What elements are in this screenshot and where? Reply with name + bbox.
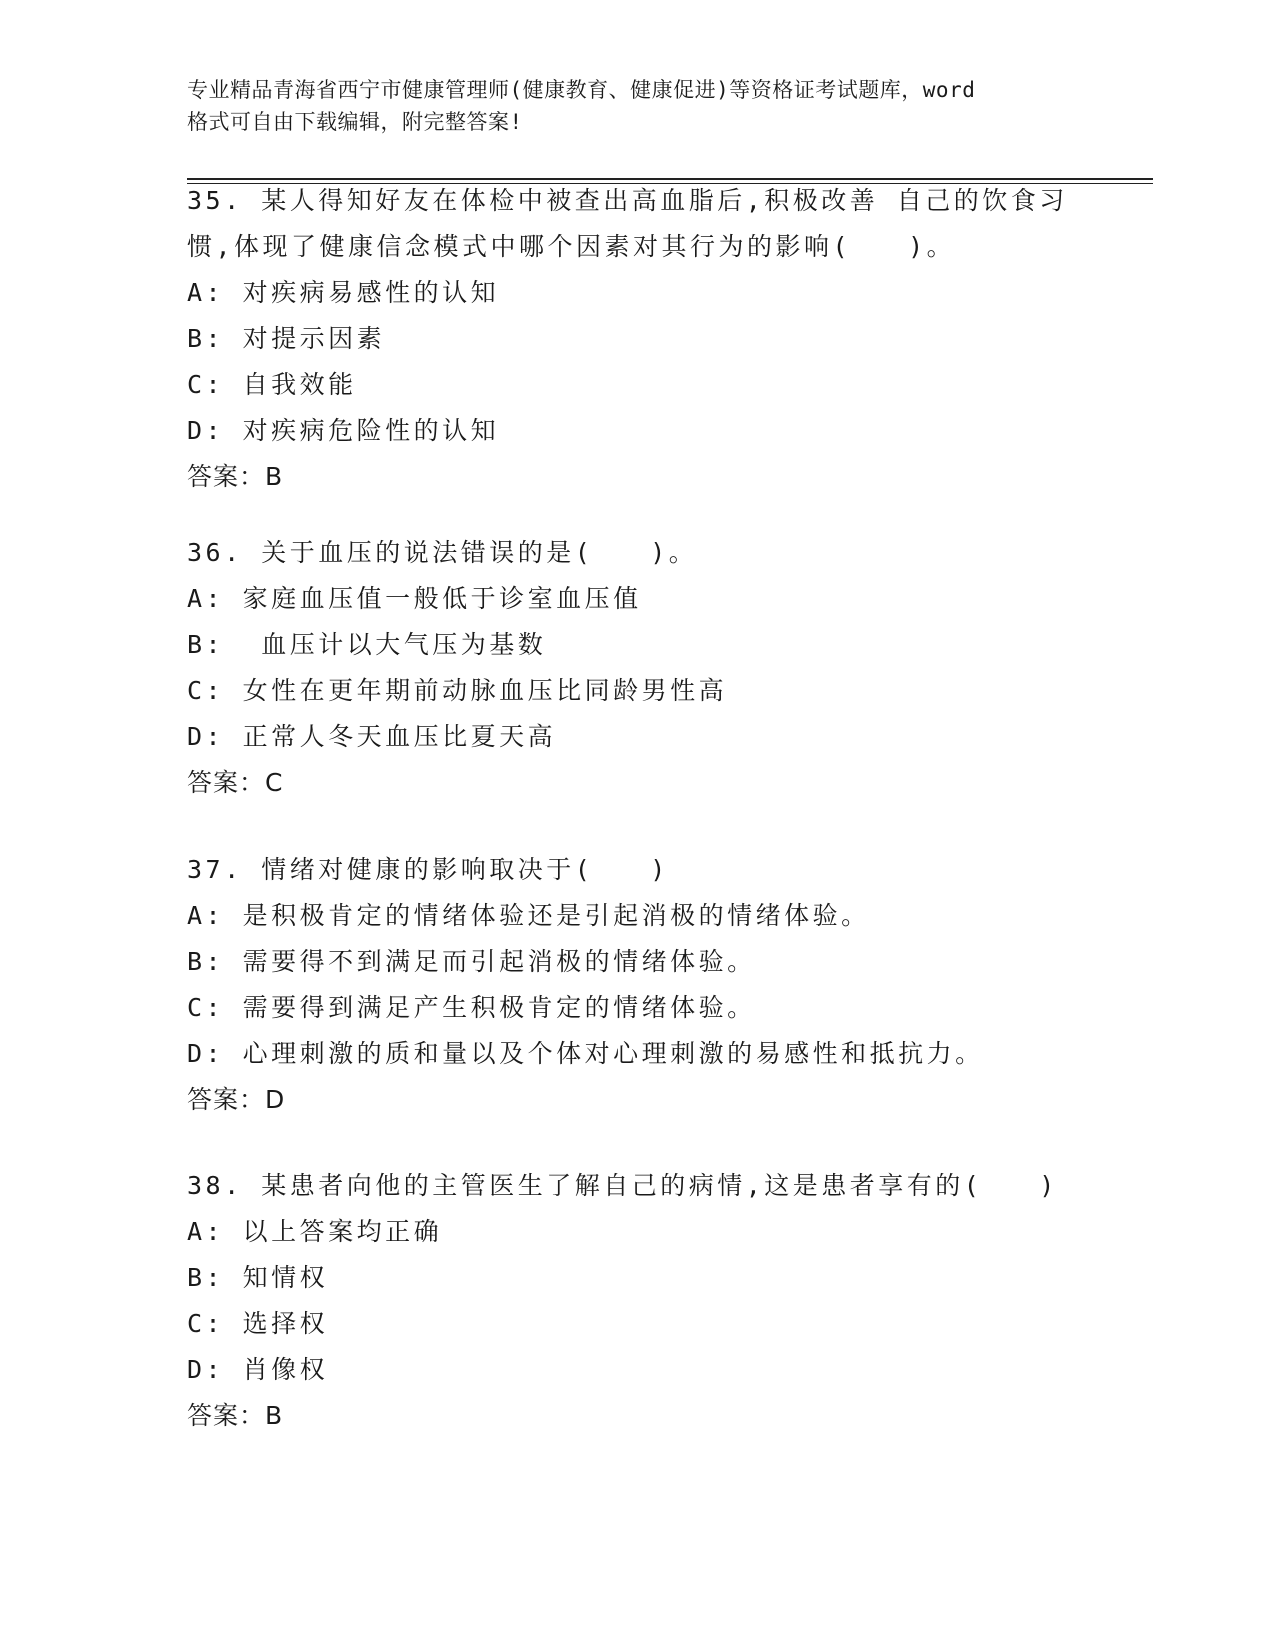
document-header — [187, 74, 1087, 138]
answer-label: 答案：B — [187, 462, 284, 491]
question-text: 38. 某患者向他的主管医生了解自己的病情,这是患者享有的( ) — [187, 1171, 1058, 1200]
option-c: C: 自我效能 — [187, 370, 357, 399]
question-35 — [187, 178, 1087, 500]
question-text: 35. 某人得知好友在体检中被查出高血脂后,积极改善 自己的饮食习 — [187, 186, 1068, 215]
option-a: A: 以上答案均正确 — [187, 1217, 443, 1246]
option-a: A: 对疾病易感性的认知 — [187, 278, 500, 307]
answer-label: 答案：D — [187, 1085, 286, 1114]
question-38 — [187, 1163, 1087, 1439]
header-line-1: 专业精品青海省西宁市健康管理师(健康教育、健康促进)等资格证考试题库，word — [187, 78, 976, 102]
question-text: 37. 情绪对健康的影响取决于( ) — [187, 855, 669, 884]
header-line-2: 格式可自由下载编辑，附完整答案! — [187, 110, 523, 134]
question-text: 36. 关于血压的说法错误的是( )。 — [187, 538, 698, 567]
option-b: B: 知情权 — [187, 1263, 329, 1292]
option-d: D: 肖像权 — [187, 1355, 329, 1384]
option-d: D: 正常人冬天血压比夏天高 — [187, 722, 557, 751]
option-b: B: 需要得不到满足而引起消极的情绪体验。 — [187, 947, 756, 976]
answer-label: 答案：B — [187, 1401, 284, 1430]
option-c: C: 女性在更年期前动脉血压比同龄男性高 — [187, 676, 728, 705]
option-b: B: 对提示因素 — [187, 324, 386, 353]
question-36 — [187, 530, 1087, 806]
option-d: D: 心理刺激的质和量以及个体对心理刺激的易感性和抵抗力。 — [187, 1039, 984, 1068]
answer-label: 答案：C — [187, 768, 284, 797]
option-c: C: 需要得到满足产生积极肯定的情绪体验。 — [187, 993, 756, 1022]
question-37 — [187, 847, 1087, 1123]
option-a: A: 家庭血压值一般低于诊室血压值 — [187, 584, 642, 613]
option-a: A: 是积极肯定的情绪体验还是引起消极的情绪体验。 — [187, 901, 870, 930]
option-d: D: 对疾病危险性的认知 — [187, 416, 500, 445]
option-b: B: 血压计以大气压为基数 — [187, 630, 547, 659]
option-c: C: 选择权 — [187, 1309, 329, 1338]
question-text-continued: 惯,体现了健康信念模式中哪个因素对其行为的影响( )。 — [187, 232, 956, 261]
